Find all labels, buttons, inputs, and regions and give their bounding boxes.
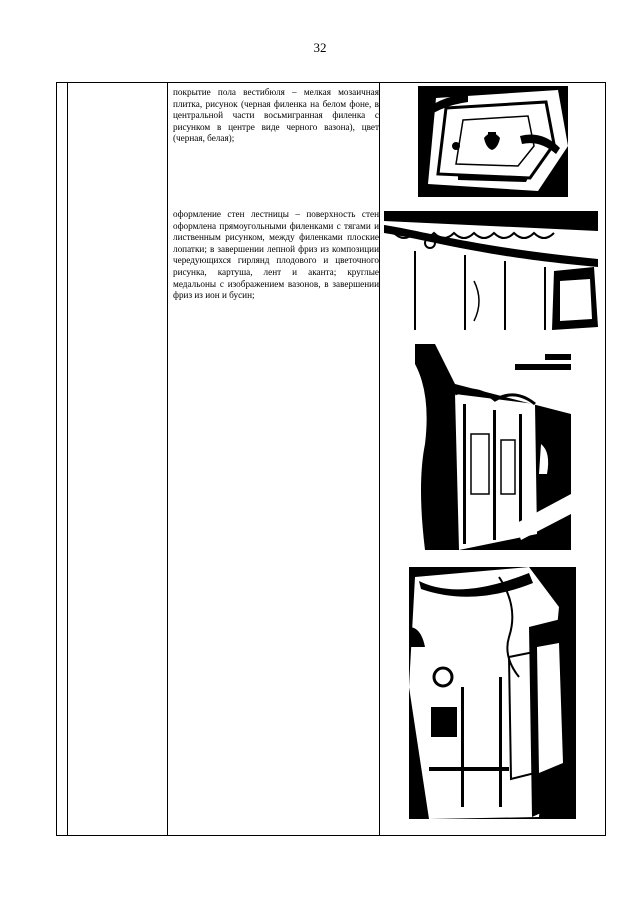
table-divider [379,83,380,835]
stair-wall-panels-photo [415,344,571,550]
page-number: 32 [313,40,327,55]
description-table [56,82,606,836]
stair-wall-medallions-photo [409,567,576,819]
table-divider [67,83,68,835]
floor-mosaic-photo [418,86,568,197]
table-divider [167,83,168,835]
stair-wall-frieze-photo [384,211,598,330]
row-description-stair-walls: оформление стен лестницы – поверхность стен оформлена прямоугольными филенками с тягами и лиственным рисунком, между филенками плоские лопатки; в завершении лепной фриз из композиции чередующихся гирлянд плодового и цветочного рисунка, картуша, лент и аканта; круглые медальоны с изображением вазонов, в завершении фриз из ион и бусин; [173,209,379,301]
row-description-floor: покрытие пола вестибюля – мелкая мозаичная плитка, рисунок (черная филенка на белом фоне, в центральной части восьмигранная филенка с рисунком в центре виде черного вазона), цвет (черная, белая); [173,87,379,144]
